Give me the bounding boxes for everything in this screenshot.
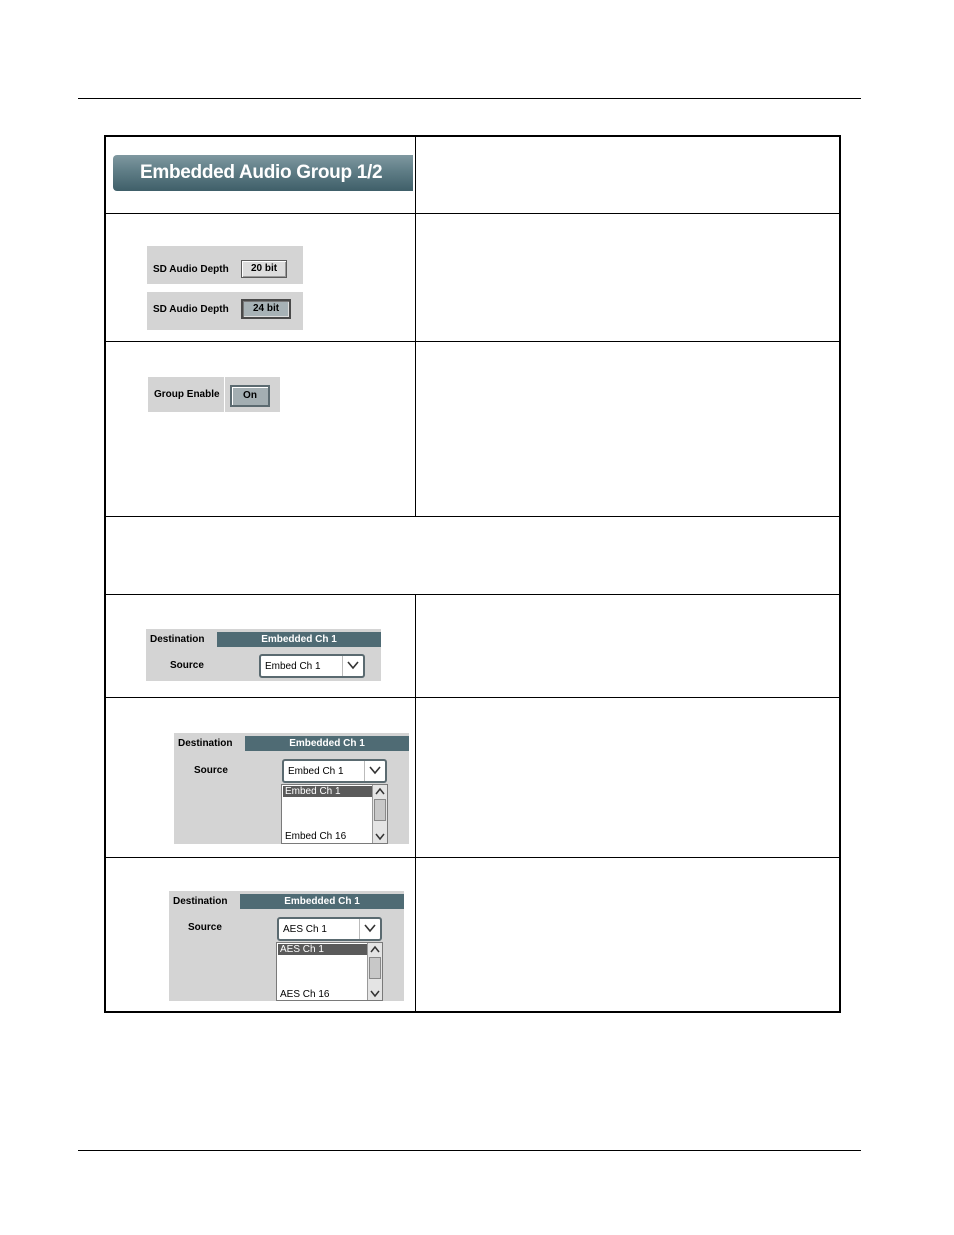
chevron-down-icon[interactable] — [370, 990, 380, 998]
footer-rule — [78, 1150, 861, 1151]
sd-audio-depth-panel-20 — [147, 246, 303, 284]
source-select[interactable] — [277, 917, 382, 941]
list-scrollbar[interactable] — [372, 785, 387, 843]
embed-source-cell — [105, 594, 416, 697]
description-cell — [416, 213, 841, 341]
table-row — [105, 697, 840, 857]
group-banner: Embedded Audio Group 1/2 — [113, 155, 413, 191]
section-heading-cell — [105, 516, 840, 594]
table-row — [105, 341, 840, 516]
aes-source-list-panel — [169, 891, 404, 1001]
list-item[interactable]: Embed Ch 1 — [283, 786, 372, 797]
list-item[interactable]: AES Ch 1 — [278, 944, 367, 955]
source-options-list[interactable] — [281, 784, 388, 844]
source-label: Source — [170, 659, 204, 671]
source-select[interactable] — [282, 759, 387, 783]
embed-source-list-cell — [105, 697, 416, 857]
table-row — [105, 594, 840, 697]
chevron-down-icon[interactable] — [375, 833, 385, 841]
sd-audio-depth-label: SD Audio Depth — [153, 263, 229, 275]
destination-value: Embedded Ch 1 — [240, 894, 404, 909]
embed-source-list-panel — [174, 733, 409, 844]
destination-label: Destination — [150, 633, 205, 645]
list-scrollbar[interactable] — [367, 943, 382, 1000]
source-select[interactable] — [259, 654, 365, 678]
scrollbar-thumb[interactable] — [374, 799, 386, 821]
function-table — [104, 135, 841, 1013]
source-options-list[interactable] — [276, 942, 383, 1001]
table-row — [105, 213, 840, 341]
source-select-value: AES Ch 1 — [283, 923, 327, 935]
scrollbar-thumb[interactable] — [369, 957, 381, 979]
sd-audio-depth-24bit-button[interactable]: 24 bit — [241, 299, 291, 319]
sd-audio-depth-label: SD Audio Depth — [153, 303, 229, 315]
sd-audio-depth-panel-24 — [147, 292, 303, 330]
chevron-up-icon[interactable] — [370, 945, 380, 953]
aes-source-list-cell — [105, 857, 416, 1012]
source-label: Source — [188, 921, 222, 933]
chevron-down-icon[interactable] — [342, 656, 363, 676]
source-label: Source — [194, 764, 228, 776]
destination-value: Embedded Ch 1 — [217, 632, 381, 647]
group-enable-label: Group Enable — [154, 388, 220, 400]
destination-label: Destination — [173, 895, 228, 907]
description-cell — [416, 857, 841, 1012]
description-cell — [416, 136, 841, 213]
header-rule — [78, 98, 861, 99]
chevron-down-icon[interactable] — [364, 761, 385, 781]
chevron-down-icon[interactable] — [359, 919, 380, 939]
list-item[interactable]: AES Ch 16 — [280, 988, 330, 1000]
panel-divider — [224, 377, 225, 412]
sd-audio-depth-20bit-button[interactable]: 20 bit — [241, 260, 287, 278]
table-row — [105, 516, 840, 594]
group-enable-on-button[interactable]: On — [230, 385, 270, 407]
table-row — [105, 857, 840, 1012]
sd-audio-depth-cell — [105, 213, 416, 341]
description-cell — [416, 341, 841, 516]
destination-value: Embedded Ch 1 — [245, 736, 409, 751]
banner-cell — [105, 136, 416, 213]
group-enable-panel — [148, 377, 280, 412]
source-select-value: Embed Ch 1 — [288, 765, 344, 777]
chevron-up-icon[interactable] — [375, 787, 385, 795]
destination-label: Destination — [178, 737, 233, 749]
list-item[interactable]: Embed Ch 16 — [285, 830, 347, 842]
table-row — [105, 136, 840, 213]
description-cell — [416, 697, 841, 857]
embed-source-panel — [146, 629, 381, 681]
description-cell — [416, 594, 841, 697]
group-enable-cell — [105, 341, 416, 516]
source-select-value: Embed Ch 1 — [265, 660, 321, 672]
